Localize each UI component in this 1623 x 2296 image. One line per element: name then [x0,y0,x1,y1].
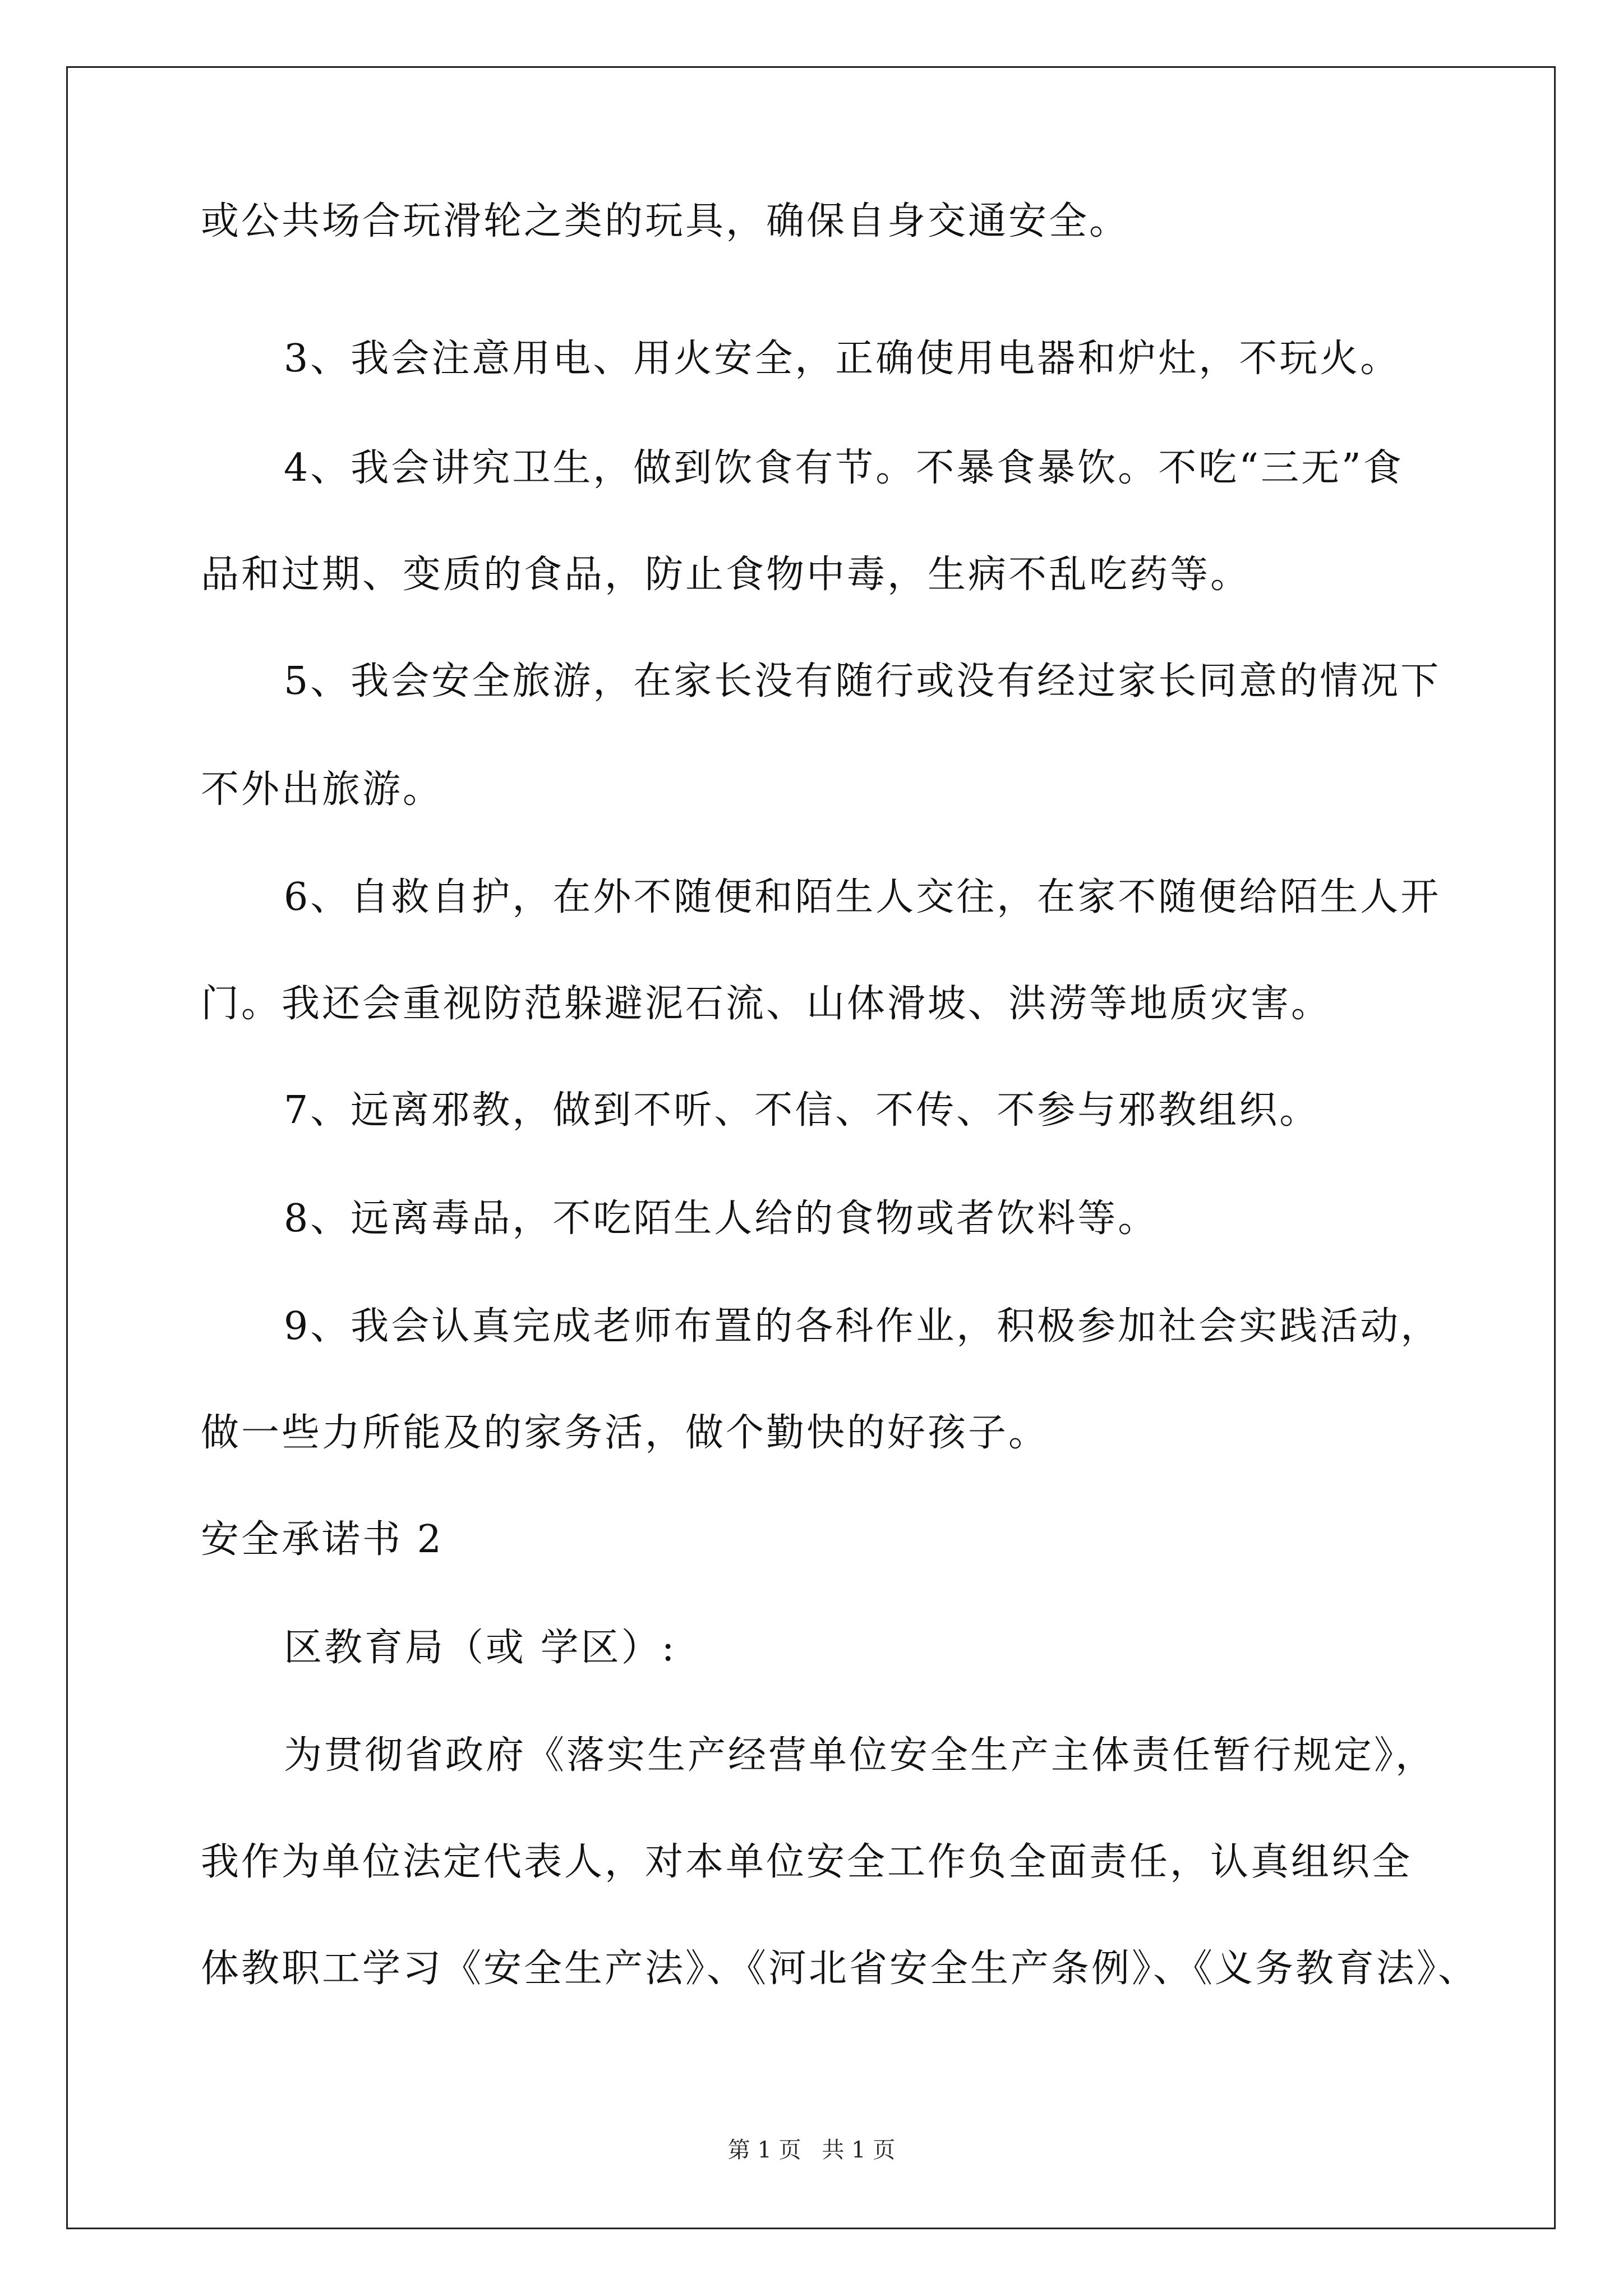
section-heading: 安全承诺书 2 [201,1517,444,1562]
text-line: 5、我会安全旅游，在家长没有随行或没有经过家长同意的情况下 [284,659,1441,703]
text-line: 4、我会讲究卫生，做到饮食有节。不暴食暴饮。不吃“三无”食 [284,446,1404,490]
text-line: 体教职工学习《安全生产法》、《河北省安全生产条例》、《义务教育法》、 [201,1947,1479,1991]
text-line: 品和过期、变质的食品，防止食物中毒，生病不乱吃药等。 [201,553,1251,597]
text-line: 做一些力所能及的家务活，做个勤快的好孩子。 [201,1411,1049,1455]
page-total: 共 1 页 [822,2137,896,2163]
text-line: 或公共场合玩滑轮之类的玩具，确保自身交通安全。 [201,199,1130,243]
page-border [66,66,1556,2229]
text-line: 我作为单位法定代表人，对本单位安全工作负全面责任，认真组织全 [201,1840,1413,1884]
text-line: 3、我会注意用电、用火安全，正确使用电器和炉灶，不玩火。 [284,337,1401,381]
text-line: 区教育局（或 学区）: [284,1626,677,1670]
text-line: 不外出旅游。 [201,767,444,812]
page-footer [0,2136,1623,2164]
page-number: 第 1 页 [727,2137,801,2163]
text-line: 为贯彻省政府《落实生产经营单位安全生产主体责任暂行规定》， [284,1733,1436,1778]
text-line: 7、远离邪教，做到不听、不信、不传、不参与邪教组织。 [284,1088,1320,1133]
text-line: 6、自救自护，在外不随便和陌生人交往，在家不随便给陌生人开 [284,875,1441,919]
text-line: 门。我还会重视防范躲避泥石流、山体滑坡、洪涝等地质灾害。 [201,982,1332,1026]
text-line: 8、远离毒品，不吃陌生人给的食物或者饮料等。 [284,1197,1159,1241]
text-line: 9、我会认真完成老师布置的各科作业，积极参加社会实践活动， [284,1304,1441,1349]
